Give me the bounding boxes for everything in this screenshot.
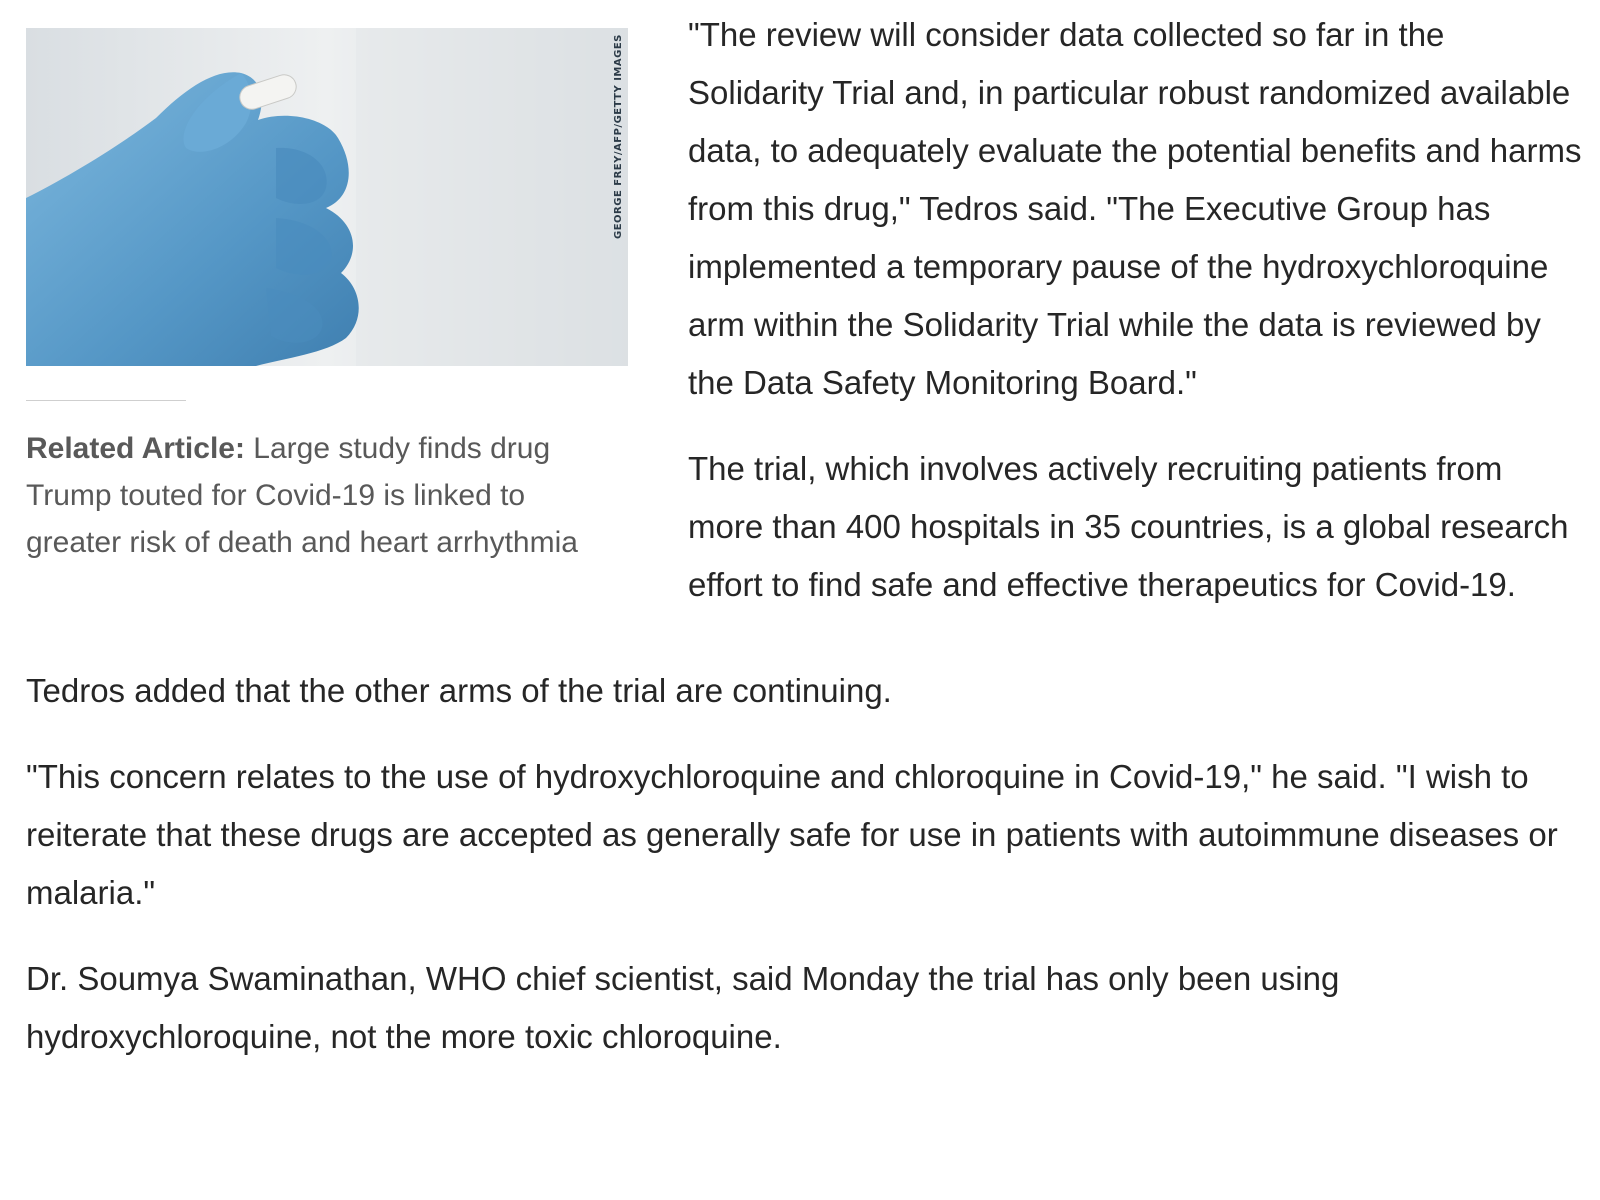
related-article-title: Large study finds drug Trump touted for Covid-19 is linked to greater risk of death and heart arrhythmia xyxy=(26,432,578,559)
paragraph: Tedros added that the other arms of the trial are continuing. xyxy=(26,672,892,709)
article-body xyxy=(26,0,1586,1094)
paragraph: Dr. Soumya Swaminathan, WHO chief scientist, said Monday the trial has only been using hydroxychloroquine, not the more toxic chloroquine. xyxy=(26,960,1340,1055)
related-article-label: Related Article: xyxy=(26,432,245,465)
paragraph: The trial, which involves actively recruiting patients from more than 400 hospitals in 35 countries, is a global research effort to find safe and effective therapeutics for Covid-19. xyxy=(688,450,1569,603)
related-article-block xyxy=(26,28,628,566)
paragraph: "The review will consider data collected so far in the Solidarity Trial and, in particular robust randomized available data, to adequately evaluate the potential benefits and harms from this drug," Tedros said. "The Executive Group has implemented a temporary pause of the hydroxychloroquine arm within the Solidarity Trial while the data is reviewed by the Data Safety Monitoring Board." xyxy=(688,16,1582,401)
paragraph: "This concern relates to the use of hydroxychloroquine and chloroquine in Covid-19," he said. "I wish to reiterate that these drugs are accepted as generally safe for use in patients with autoimmune diseases or malaria." xyxy=(26,758,1558,911)
gloved-hand-pill-photo xyxy=(26,28,628,366)
related-article-link[interactable] xyxy=(26,425,628,566)
caption-divider xyxy=(26,400,186,401)
related-article-image[interactable] xyxy=(26,28,628,366)
photo-credit: GEORGE FREY/AFP/GETTY IMAGES xyxy=(613,34,624,239)
